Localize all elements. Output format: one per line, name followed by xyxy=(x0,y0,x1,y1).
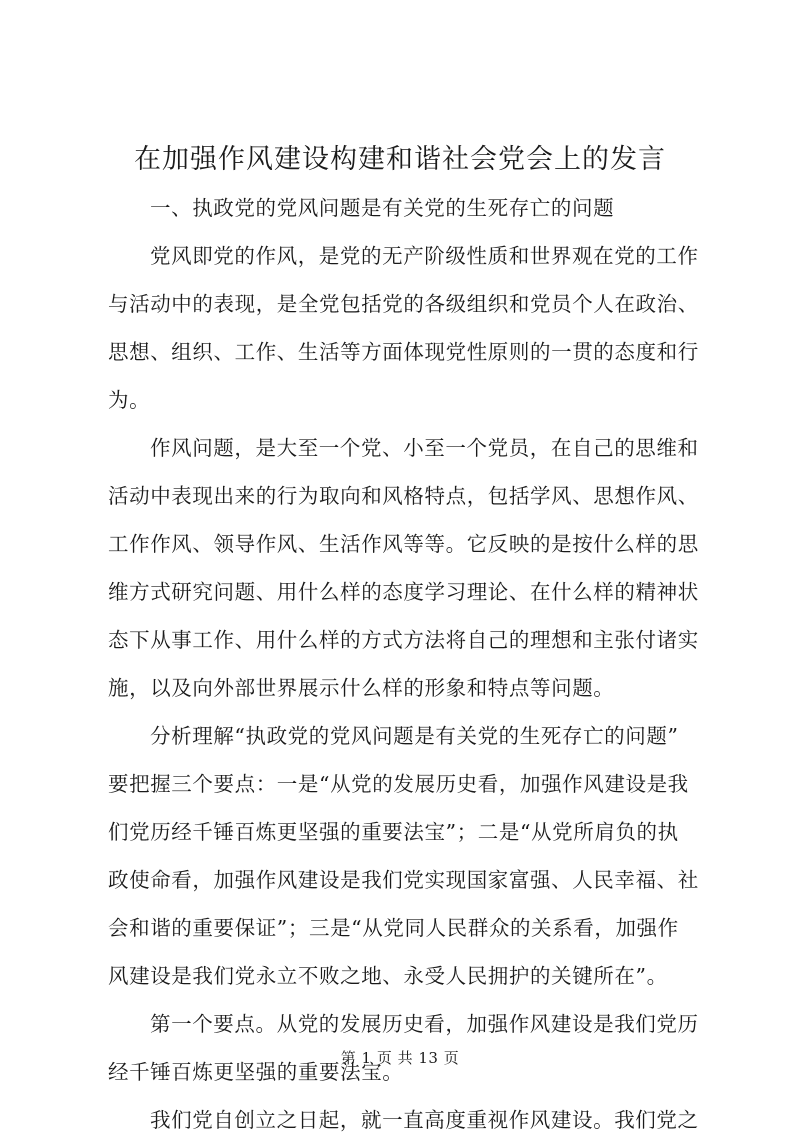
paragraph-line: 经千锤百炼更坚强的重要法宝。 xyxy=(108,1060,404,1084)
paragraph-line: 党风即党的作风，是党的无产阶级性质和世界观在党的工作 xyxy=(150,244,699,268)
paragraph-line: 工作作风、领导作风、生活作风等等。它反映的是按什么样的思 xyxy=(108,532,699,556)
paragraph-line: 分析理解“执政党的党风问题是有关党的生死存亡的问题” xyxy=(150,724,679,748)
document-body xyxy=(108,190,708,1138)
page-number: 第 1 页 共 13 页 xyxy=(340,1049,460,1067)
paragraph-line: 第一个要点。从党的发展历史看，加强作风建设是我们党历 xyxy=(150,1012,699,1036)
paragraph-line: 维方式研究问题、用什么样的态度学习理论、在什么样的精神状 xyxy=(108,580,699,604)
paragraph-line: 思想、组织、工作、生活等方面体现党性原则的一贯的态度和行 xyxy=(108,340,699,364)
section-heading: 一、执政党的党风问题是有关党的生死存亡的问题 xyxy=(150,196,615,220)
paragraph-line: 我们党自创立之日起，就一直高度重视作风建设。我们党之 xyxy=(150,1108,699,1132)
paragraph-line: 们党历经千锤百炼更坚强的重要法宝”；二是“从党所肩负的执 xyxy=(108,820,679,844)
paragraph-line: 会和谐的重要保证”；三是“从党同人民群众的关系看，加强作 xyxy=(108,916,679,940)
paragraph-line: 风建设是我们党永立不败之地、永受人民拥护的关键所在”。 xyxy=(108,964,668,988)
paragraph-line: 作风问题，是大至一个党、小至一个党员，在自己的思维和 xyxy=(150,436,699,460)
paragraph-line: 施，以及向外部世界展示什么样的形象和特点等问题。 xyxy=(108,676,615,700)
paragraph-line: 活动中表现出来的行为取向和风格特点，包括学风、思想作风、 xyxy=(108,484,699,508)
paragraph-line: 要把握三个要点：一是“从党的发展历史看，加强作风建设是我 xyxy=(108,772,689,796)
paragraph-line: 政使命看，加强作风建设是我们党实现国家富强、人民幸福、社 xyxy=(108,868,699,892)
paragraph-line: 与活动中的表现，是全党包括党的各级组织和党员个人在政治、 xyxy=(108,292,699,316)
paragraph-line: 态下从事工作、用什么样的方式方法将自己的理想和主张付诸实 xyxy=(108,628,699,652)
paragraph-line: 为。 xyxy=(108,388,151,412)
document-title: 在加强作风建设构建和谐社会党会上的发言 xyxy=(134,144,666,175)
